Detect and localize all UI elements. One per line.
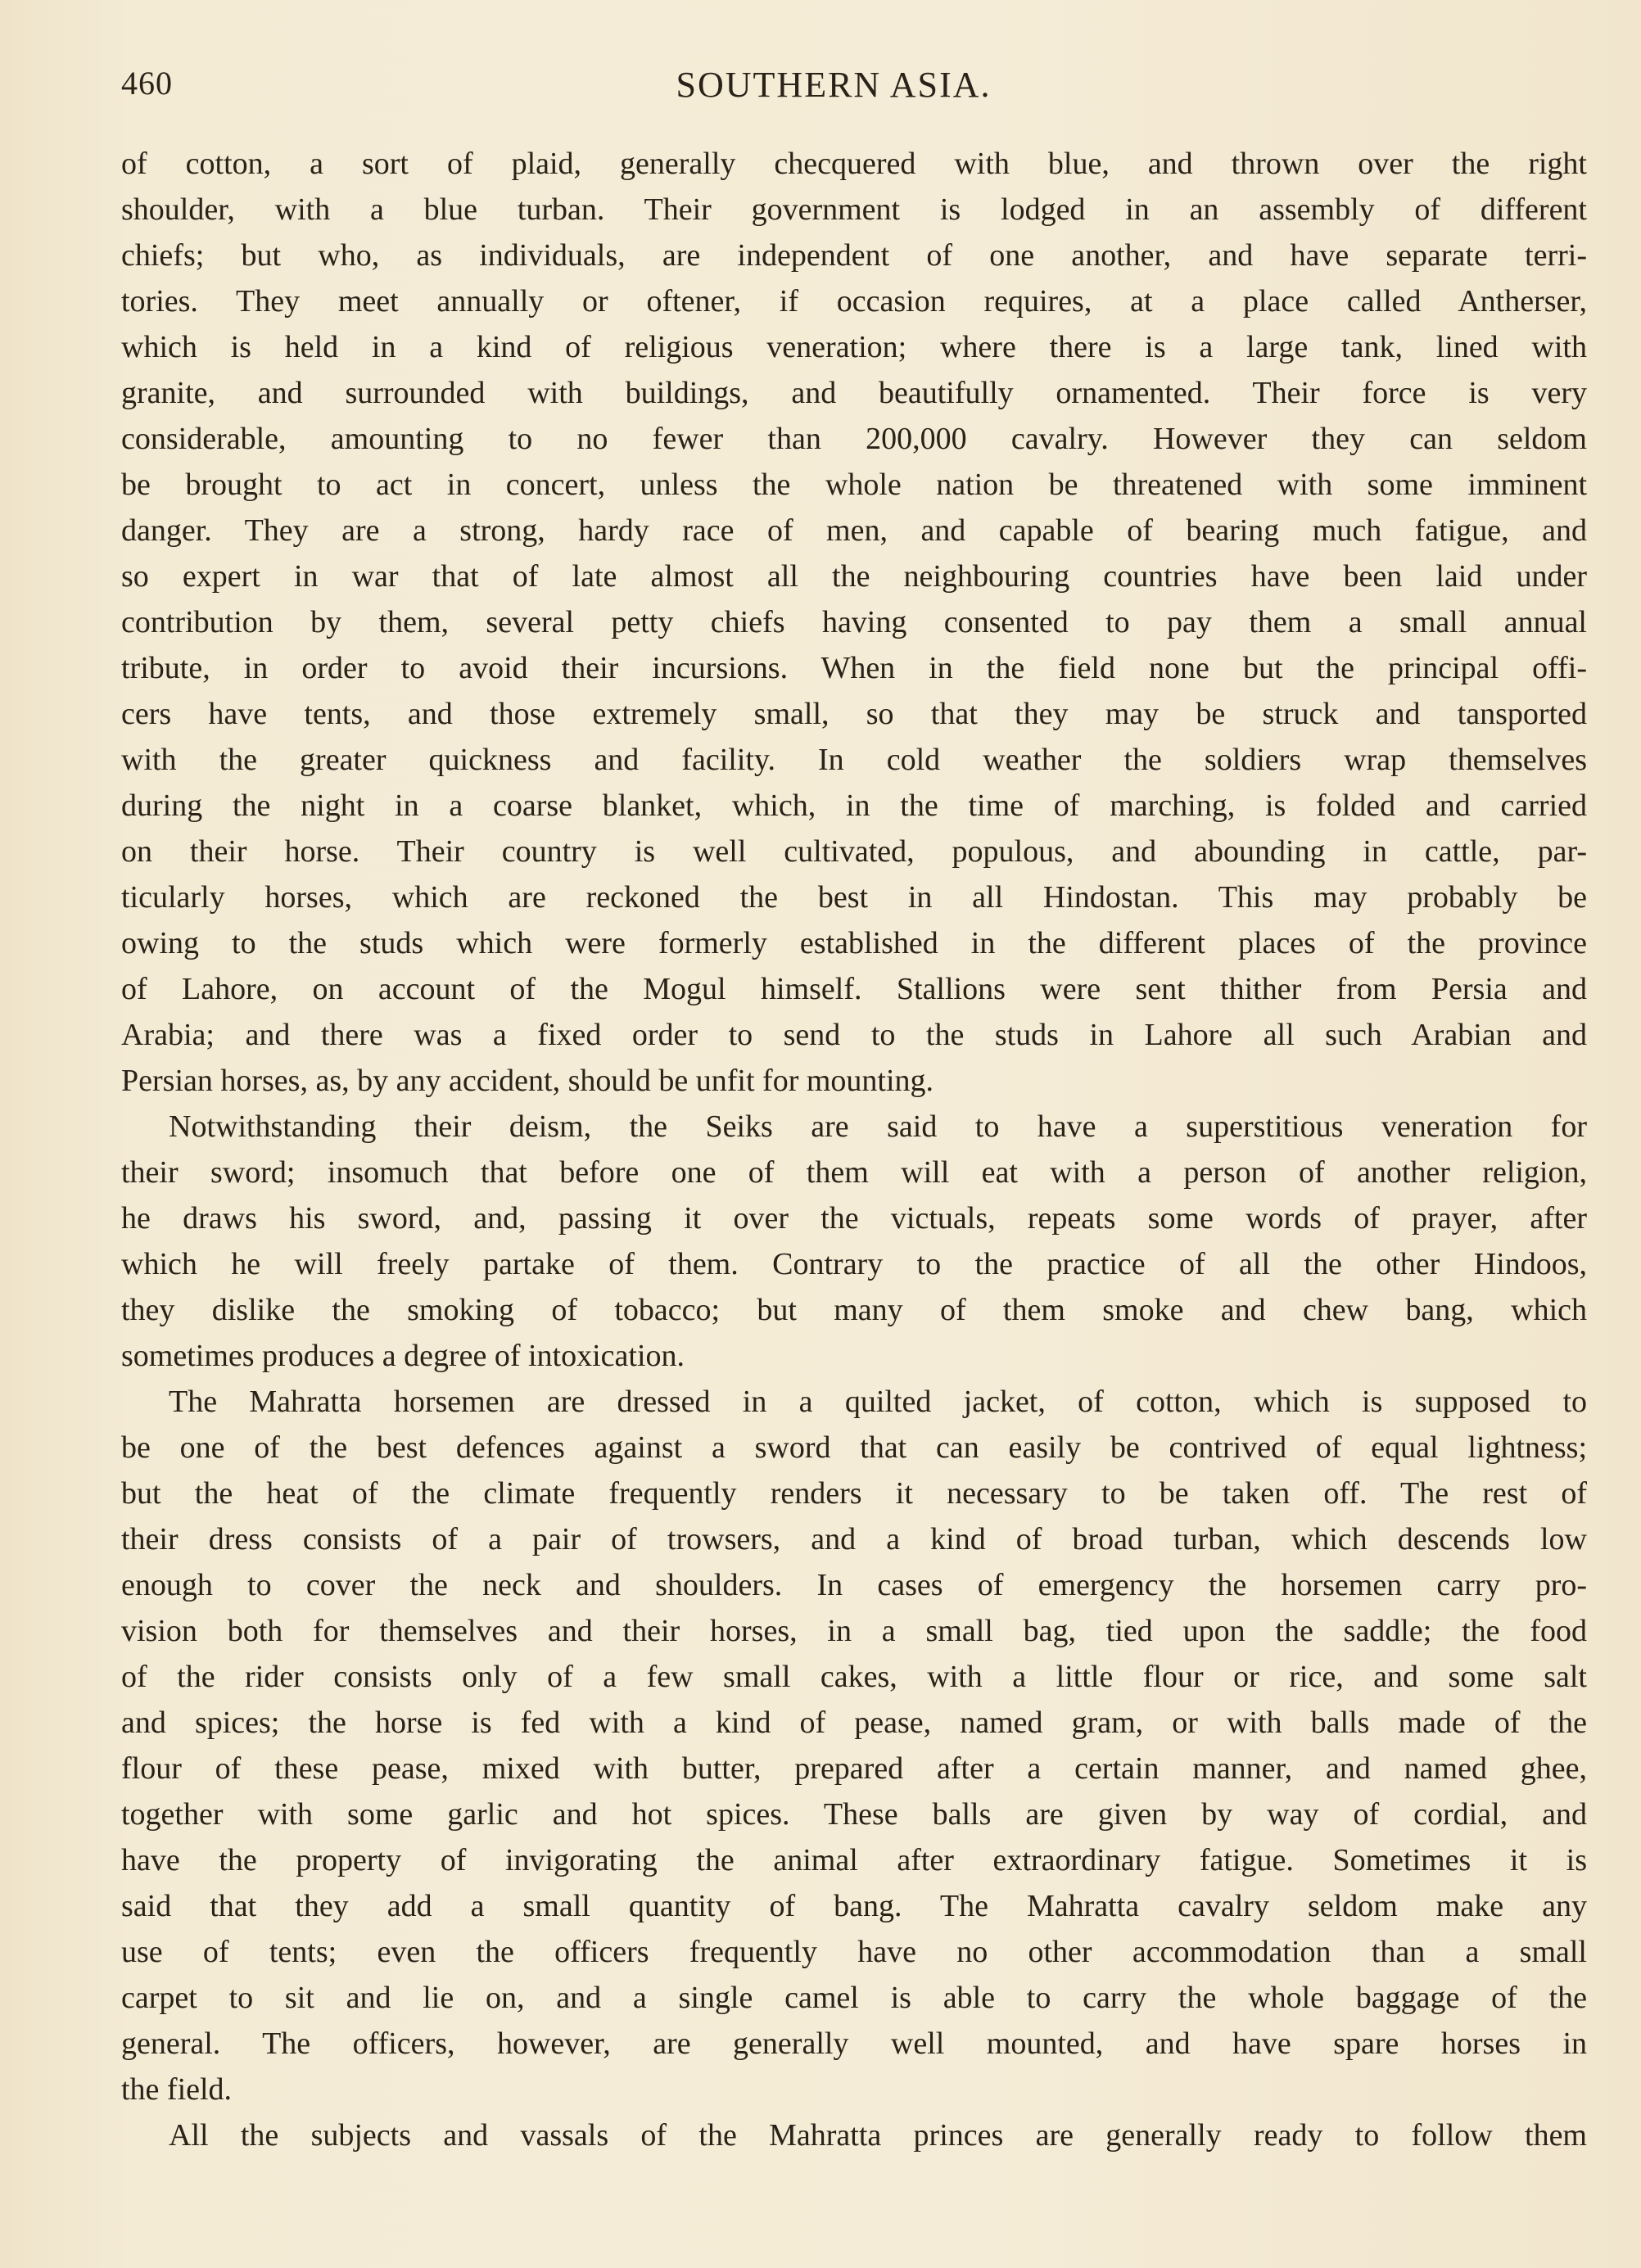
text-line: Notwithstanding their deism, the Seiks are said to have a superstitious veneration for <box>169 1109 1587 1144</box>
text-line: have the property of invigorating the animal after extraordinary fatigue. Sometimes it is <box>121 1843 1587 1877</box>
text-line: shoulder, with a blue turban. Their government is lodged in an assembly of different <box>121 192 1587 227</box>
text-line: considerable, amounting to no fewer than 200,000 cavalry. However they can seldom <box>121 422 1587 456</box>
text-line: Persian horses, as, by any accident, should be unfit for mounting. <box>121 1064 934 1098</box>
text-line: carpet to sit and lie on, and a single camel is able to carry the whole baggage of the <box>121 1981 1587 2015</box>
text-line: vision both for themselves and their horses, in a small bag, tied upon the saddle; the food <box>121 1614 1587 1648</box>
text-line: be brought to act in concert, unless the whole nation be threatened with some imminent <box>121 468 1587 502</box>
text-line: flour of these pease, mixed with butter, prepared after a certain manner, and named ghee, <box>121 1751 1587 1786</box>
running-head: SOUTHERN ASIA. <box>676 65 992 105</box>
text-line: which is held in a kind of religious veneration; where there is a large tank, lined with <box>121 330 1587 364</box>
body-text <box>121 141 1587 2158</box>
text-line: tribute, in order to avoid their incursions. When in the field none but the principal offi- <box>121 651 1587 685</box>
text-line: Arabia; and there was a fixed order to send to the studs in Lahore all such Arabian and <box>121 1018 1587 1052</box>
text-line: use of tents; even the officers frequently have no other accommodation than a small <box>121 1935 1587 1969</box>
text-line: of Lahore, on account of the Mogul himself. Stallions were sent thither from Persia and <box>121 972 1587 1006</box>
text-line: so expert in war that of late almost all the neighbouring countries have been laid under <box>121 559 1587 594</box>
text-line: contribution by them, several petty chiefs having consented to pay them a small annual <box>121 605 1587 639</box>
text-line: general. The officers, however, are generally well mounted, and have spare horses in <box>121 2026 1587 2061</box>
text-line: which he will freely partake of them. Contrary to the practice of all the other Hindoos, <box>121 1247 1587 1281</box>
text-line: their sword; insomuch that before one of them will eat with a person of another religion, <box>121 1155 1587 1190</box>
text-line: on their horse. Their country is well cultivated, populous, and abounding in cattle, par- <box>121 834 1587 869</box>
text-line: the field. <box>121 2072 233 2107</box>
text-line: their dress consists of a pair of trowsers, and a kind of broad turban, which descends low <box>121 1522 1587 1556</box>
text-line: together with some garlic and hot spices. These balls are given by way of cordial, and <box>121 1797 1587 1832</box>
text-line: with the greater quickness and facility. In cold weather the soldiers wrap themselves <box>121 743 1587 777</box>
paragraph <box>121 2112 1587 2158</box>
text-line: but the heat of the climate frequently renders it necessary to be taken off. The rest of <box>121 1476 1587 1511</box>
text-line: chiefs; but who, as individuals, are independent of one another, and have separate terri- <box>121 238 1587 273</box>
paragraph <box>121 1379 1587 2112</box>
text-line: danger. They are a strong, hardy race of men, and capable of bearing much fatigue, and <box>121 513 1587 548</box>
text-line: ticularly horses, which are reckoned the best in all Hindostan. This may probably be <box>121 880 1587 915</box>
paragraph <box>121 1104 1587 1379</box>
text-line: he draws his sword, and, passing it over the victuals, repeats some words of prayer, after <box>121 1201 1587 1236</box>
text-line: granite, and surrounded with buildings, and beautifully ornamented. Their force is very <box>121 376 1587 410</box>
text-line: cers have tents, and those extremely small, so that they may be struck and tansported <box>121 697 1587 731</box>
text-line: said that they add a small quantity of bang. The Mahratta cavalry seldom make any <box>121 1889 1587 1923</box>
text-line: All the subjects and vassals of the Mahratta princes are generally ready to follow them <box>169 2118 1587 2153</box>
text-line: tories. They meet annually or oftener, if occasion requires, at a place called Antherser, <box>121 284 1587 319</box>
text-line: The Mahratta horsemen are dressed in a quilted jacket, of cotton, which is supposed to <box>169 1385 1587 1419</box>
text-line: of cotton, a sort of plaid, generally checquered with blue, and thrown over the right <box>121 147 1587 181</box>
text-line: they dislike the smoking of tobacco; but many of them smoke and chew bang, which <box>121 1293 1587 1327</box>
text-line: owing to the studs which were formerly established in the different places of the province <box>121 926 1587 960</box>
page-number: 460 <box>121 65 173 102</box>
text-line: enough to cover the neck and shoulders. In cases of emergency the horsemen carry pro- <box>121 1568 1587 1602</box>
page-header <box>121 64 1579 113</box>
text-line: during the night in a coarse blanket, which, in the time of marching, is folded and carried <box>121 788 1587 823</box>
text-line: of the rider consists only of a few small cakes, with a little flour or rice, and some salt <box>121 1660 1587 1694</box>
text-line: and spices; the horse is fed with a kind of pease, named gram, or with balls made of the <box>121 1706 1587 1740</box>
text-line: be one of the best defences against a sword that can easily be contrived of equal lightness; <box>121 1430 1587 1465</box>
paragraph <box>121 141 1587 1104</box>
text-line: sometimes produces a degree of intoxication. <box>121 1339 685 1373</box>
